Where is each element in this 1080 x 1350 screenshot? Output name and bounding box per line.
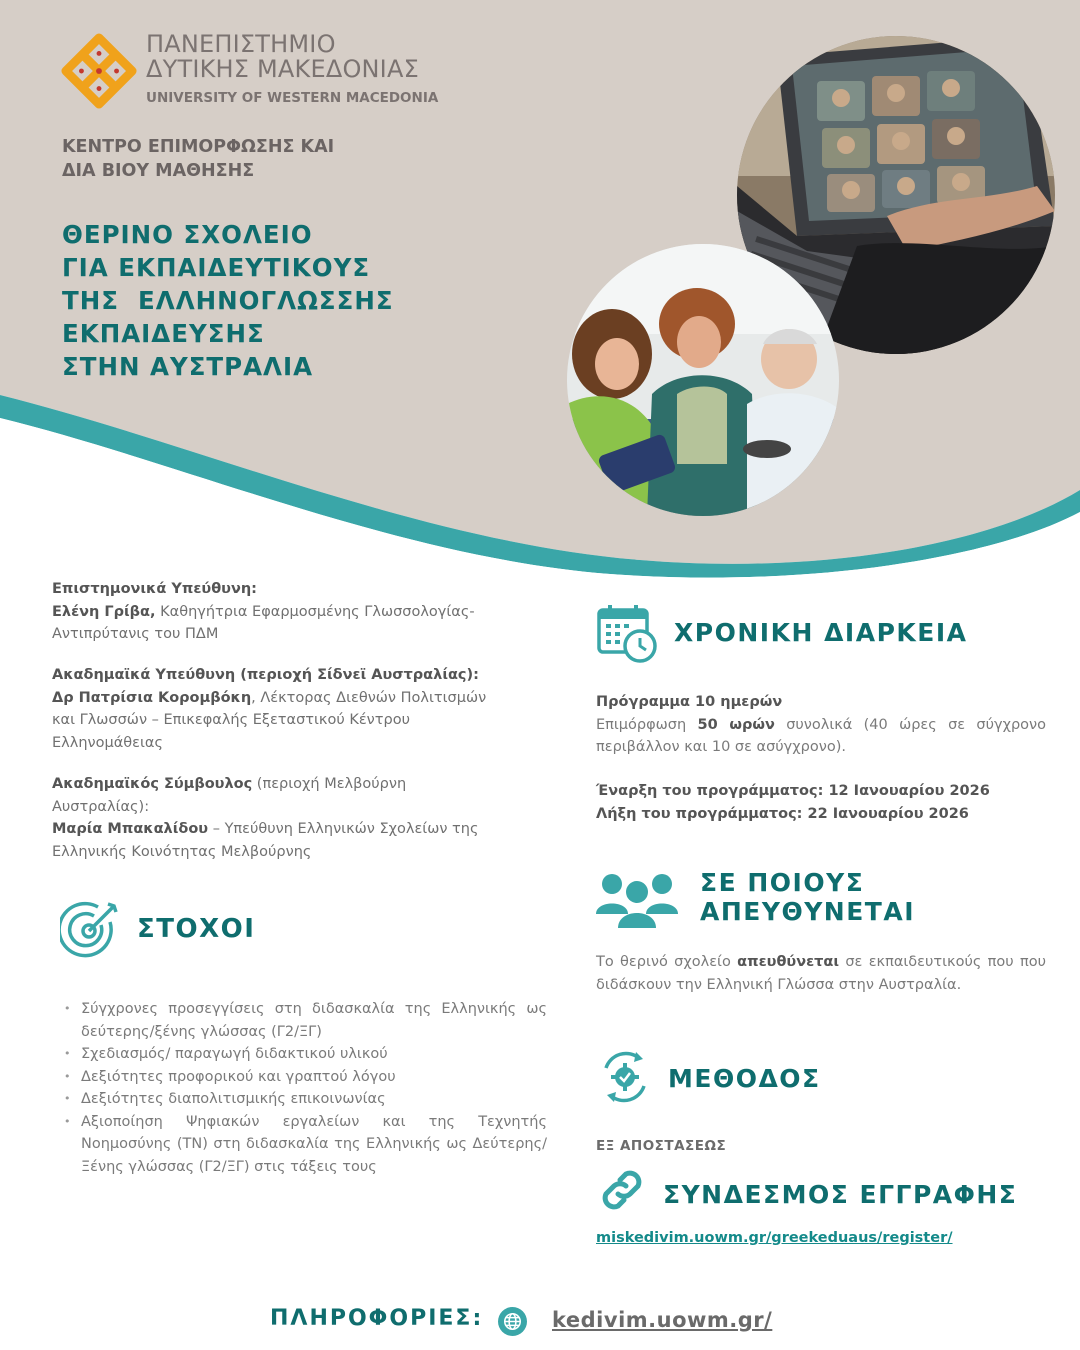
- title-line3: ΤΗΣ ΕΛΛΗΝΟΓΛΩΣΣΗΣ: [62, 286, 394, 315]
- registration-heading: ΣΥΝΔΕΣΜΟΣ ΕΓΓΡΑΦΗΣ: [663, 1180, 1018, 1209]
- program-length: [596, 691, 1046, 714]
- audience-heading-line1: ΣΕ ΠΟΙΟΥΣ: [700, 868, 865, 897]
- staff-role-label: Ακαδημαϊκός Σύμβουλος: [52, 776, 253, 792]
- goals-heading: ΣΤΟΧΟΙ: [137, 914, 256, 944]
- audience-bold: απευθύνεται: [737, 954, 840, 970]
- duration-heading: ΧΡΟΝΙΚΗ ΔΙΑΡΚΕΙΑ: [674, 618, 968, 647]
- audience-post: σε εκπαιδευτικούς που που διδάσκουν την Ελληνική Γλώσσα στην Αυστραλία.: [596, 954, 1047, 993]
- duration-text: [596, 691, 1046, 759]
- title-line4: ΕΚΠΑΙΔΕΥΣΗΣ: [62, 319, 265, 348]
- registration-link[interactable]: miskedivim.uowm.gr/greekeduaus/register/: [596, 1230, 953, 1246]
- university-name-line1: ΠΑΝΕΠΙΣΤΗΜΙΟ: [146, 30, 336, 58]
- staff-role-label: Επιστημονικά Υπεύθυνη:: [52, 581, 257, 597]
- photo-people-collaborating: [567, 244, 839, 516]
- training-hours-value: 50 ωρών: [697, 716, 775, 733]
- audience-heading: [700, 868, 915, 926]
- staff-person: [52, 687, 512, 755]
- list-item: • Αξιοποίηση Ψηφιακών εργαλείων και της Τεχνητής Νοημοσύνης (ΤΝ) στη διδασκαλία της Ελληνικής ως Δεύτερης/Ξένης γλώσσας (Γ2/ΞΓ) στις τάξεις τους: [62, 1111, 547, 1179]
- staff-role: [52, 664, 512, 687]
- staff-role-extra: (περιοχή Μελβούρνη Αυστραλίας):: [52, 776, 407, 815]
- program-length-label: Πρόγραμμα 10 ημερών: [596, 694, 783, 710]
- training-hours: [596, 714, 1046, 759]
- staff-person: [52, 818, 492, 863]
- training-pre: Επιμόρφωση: [596, 716, 698, 733]
- audience-pre: Το θερινό σχολείο: [596, 954, 738, 970]
- title-line1: ΘΕΡΙΝΟ ΣΧΟΛΕΙΟ: [62, 220, 313, 249]
- staff-name: Δρ Πατρίσια Κορομβόκη: [52, 689, 252, 706]
- method-heading: ΜΕΘΟΔΟΣ: [668, 1064, 821, 1093]
- list-item: • Δεξιότητες διαπολιτισμικής επικοινωνίας: [62, 1088, 547, 1111]
- training-post: συνολικά (40 ώρες σε σύγχρονο περιβάλλον και 10 σε ασύγχρονο).: [596, 716, 1046, 755]
- method-value: ΕΞ ΑΠΟΣΤΑΣΕΩΣ: [596, 1138, 727, 1154]
- start-date: Έναρξη του προγράμματος: 12 Ιανουαρίου 2026: [596, 783, 990, 799]
- list-item: • Δεξιότητες προφορικού και γραπτού λόγου: [62, 1066, 547, 1089]
- staff-block-1: [52, 578, 512, 646]
- staff-name: Ελένη Γρίβα,: [52, 603, 156, 620]
- audience-text: [596, 951, 1046, 996]
- university-name-greek: [146, 32, 419, 82]
- audience-heading-line2: ΑΠΕΥΘΥΝΕΤΑΙ: [700, 897, 916, 926]
- staff-block-2: [52, 664, 512, 754]
- center-name-line1: ΚΕΝΤΡΟ ΕΠΙΜΟΡΦΩΣΗΣ ΚΑΙ: [62, 137, 335, 157]
- center-name: [62, 135, 334, 183]
- program-dates: [596, 780, 990, 825]
- list-item: • Σύγχρονες προσεγγίσεις στη διδασκαλία της Ελληνικής ως δεύτερης/ξένης γλώσσας (Γ2/ΞΓ): [62, 998, 547, 1043]
- staff-description: , Λέκτορας Διεθνών Πολιτισμών και Γλωσσών – Επικεφαλής Εξεταστικού Κέντρου Ελληνομάθειας: [52, 689, 487, 751]
- title-line5: ΣΤΗΝ ΑΥΣΤΡΑΛΙΑ: [62, 352, 314, 381]
- staff-block-3: [52, 773, 492, 863]
- list-item: • Σχεδιασμός/ παραγωγή διδακτικού υλικού: [62, 1043, 547, 1066]
- logo-knot-icon: [60, 32, 138, 110]
- footer-website-link[interactable]: kedivim.uowm.gr/: [552, 1308, 773, 1332]
- title-line2: ΓΙΑ ΕΚΠΑΙΔΕΥΤΙΚΟΥΣ: [62, 253, 371, 282]
- page-title: [62, 218, 394, 383]
- globe-icon: [498, 1307, 527, 1336]
- target-icon: [60, 900, 124, 960]
- university-name-line2: ΔΥΤΙΚΗΣ ΜΑΚΕΔΟΝΙΑΣ: [146, 55, 419, 83]
- footer-info-label: ΠΛΗΡΟΦΟΡΙΕΣ:: [270, 1306, 484, 1331]
- university-name-english: UNIVERSITY OF WESTERN MACEDONIA: [146, 90, 439, 106]
- end-date: Λήξη του προγράμματος: 22 Ιανουαρίου 2026: [596, 805, 969, 822]
- center-name-line2: ΔΙΑ ΒΙΟΥ ΜΑΘΗΣΗΣ: [62, 161, 255, 181]
- staff-description: Καθηγήτρια Εφαρμοσμένης Γλωσσολογίας- Αντιπρύτανις του ΠΔΜ: [52, 603, 475, 642]
- staff-role: [52, 773, 492, 818]
- staff-name: Μαρία Μπακαλίδου: [52, 821, 209, 837]
- staff-description: – Υπεύθυνη Ελληνικών Σχολείων της Ελληνικής Κοινότητας Μελβούρνης: [52, 821, 479, 860]
- staff-role-label: Ακαδημαϊκά Υπεύθυνη (περιοχή Σίδνεϊ Αυστραλίας):: [52, 667, 479, 683]
- goals-list: [62, 998, 547, 1178]
- gear-cycle-icon: [596, 1048, 654, 1106]
- staff-role: [52, 578, 512, 601]
- calendar-clock-icon: [596, 602, 660, 664]
- link-chain-icon: [598, 1166, 646, 1214]
- people-group-icon: [596, 870, 678, 930]
- staff-person: [52, 601, 512, 646]
